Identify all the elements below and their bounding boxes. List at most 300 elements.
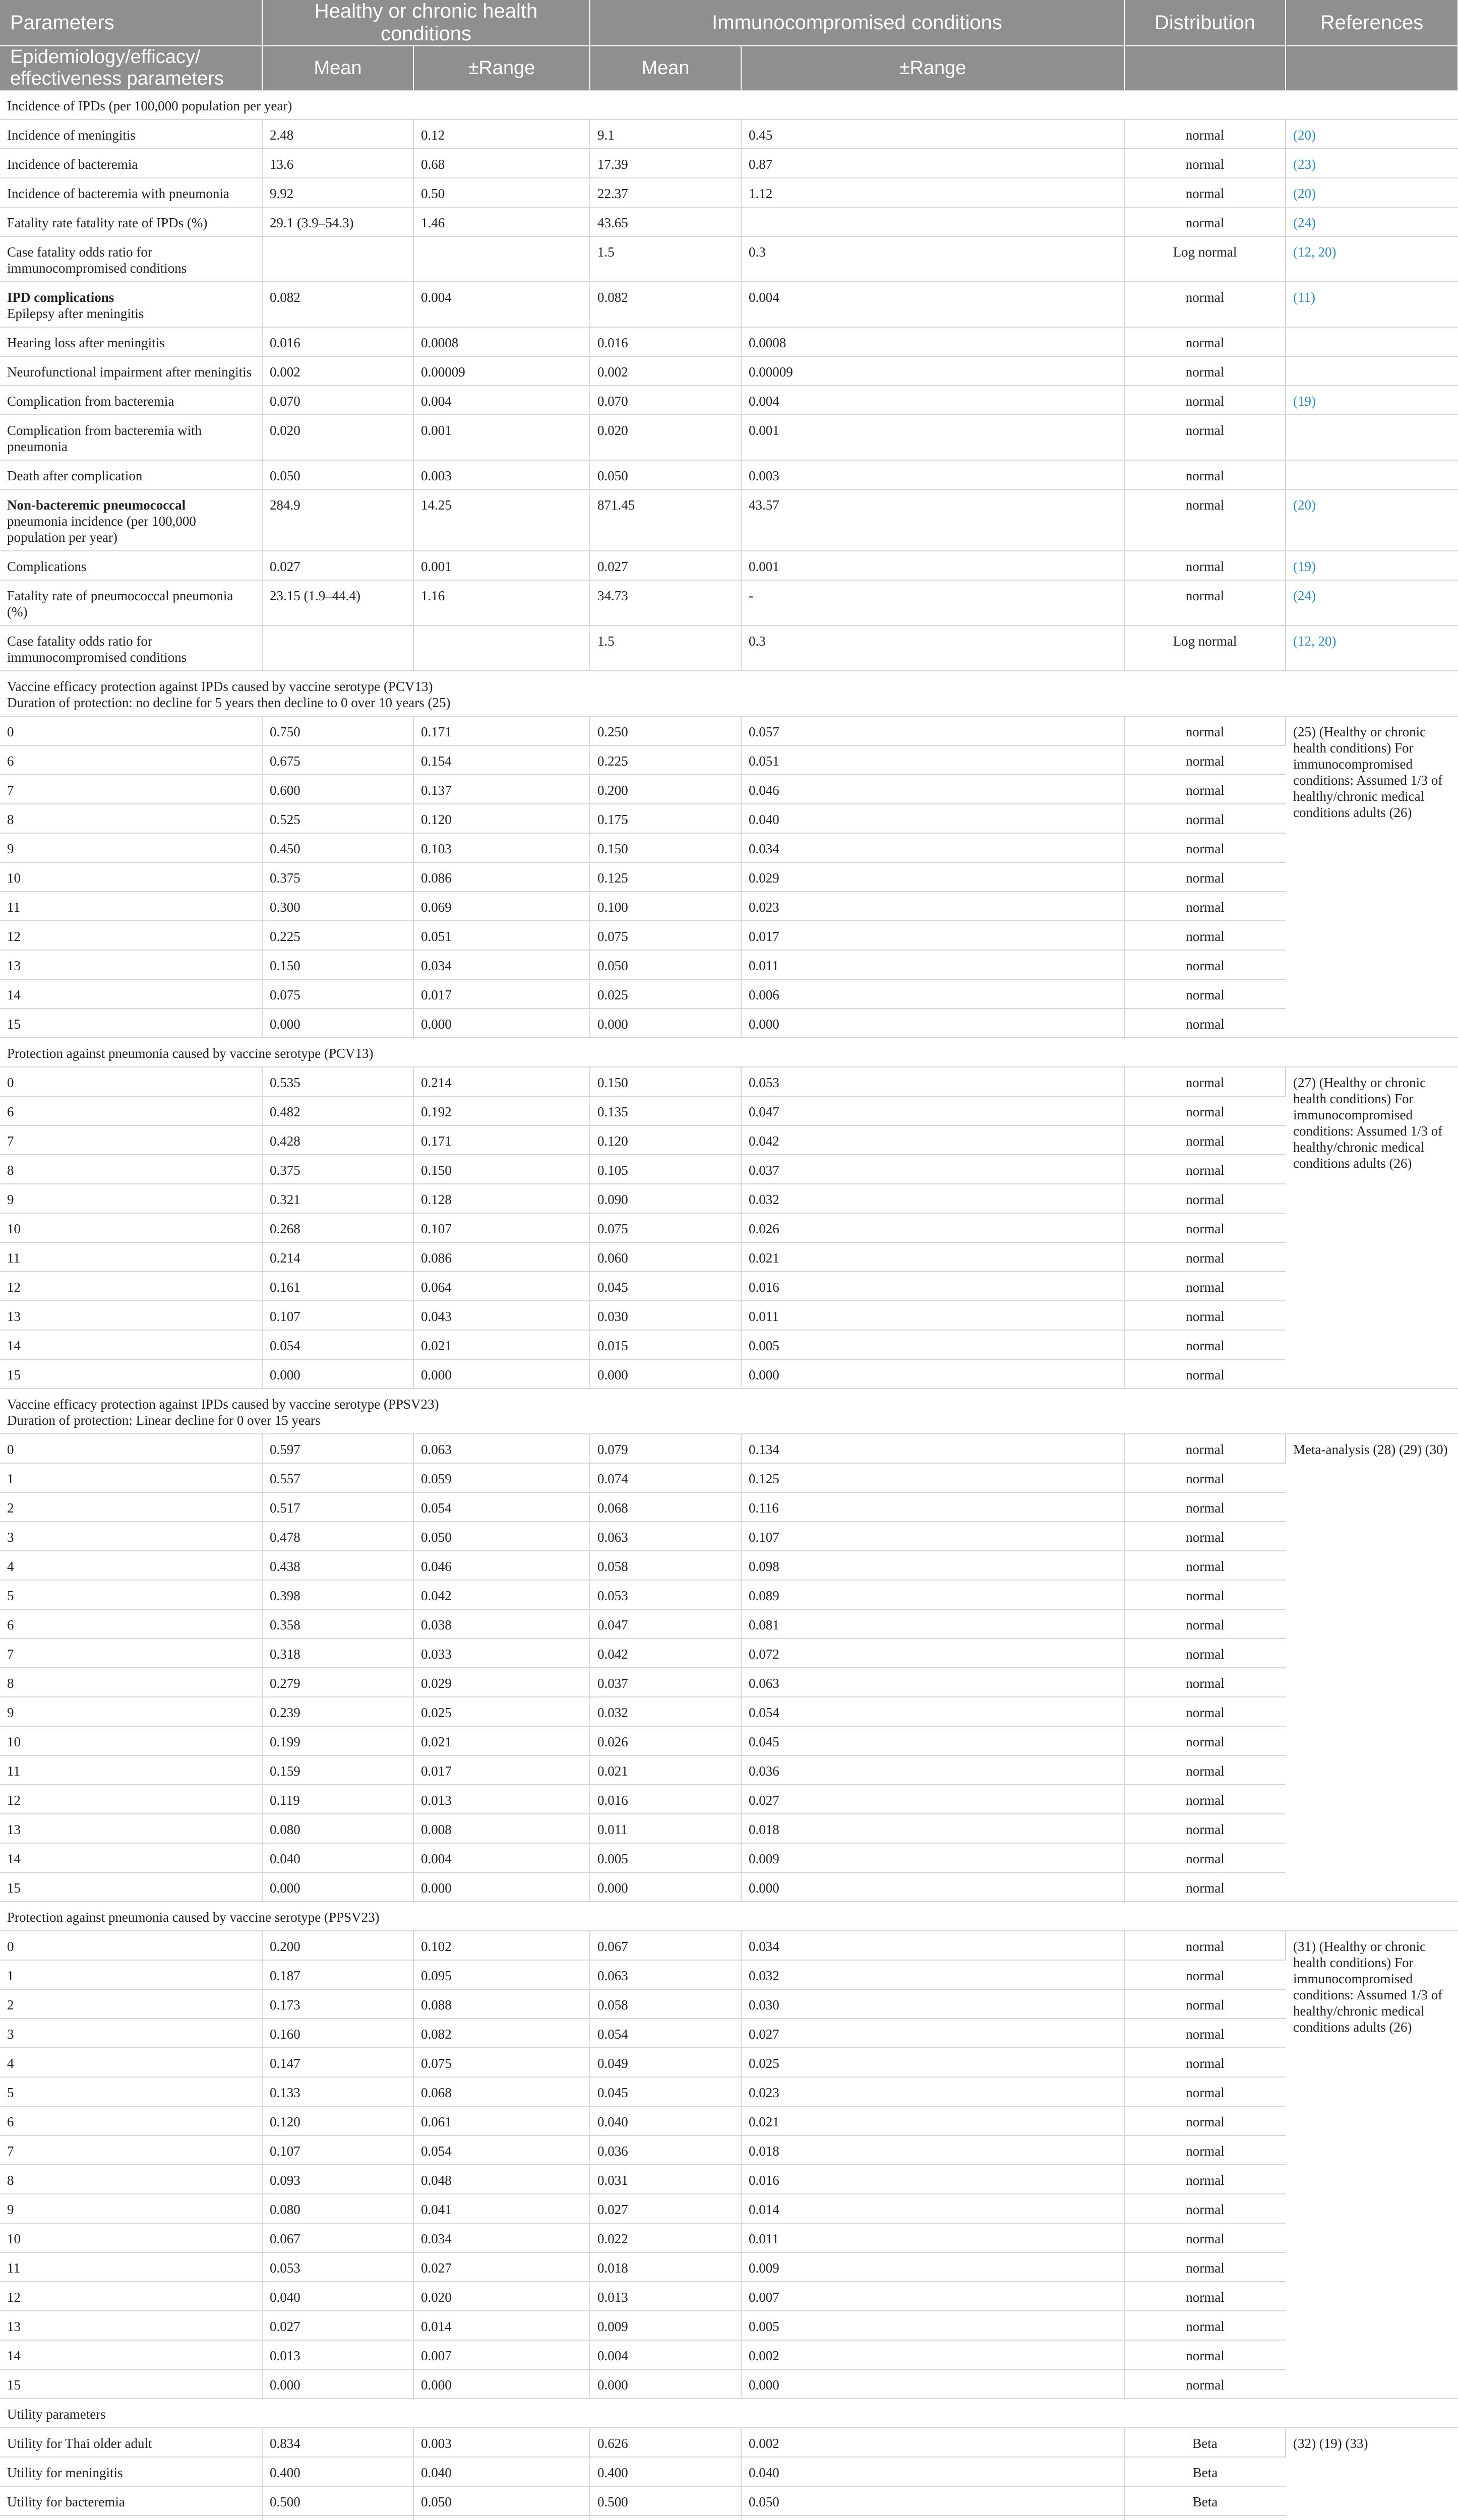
param-cell — [0, 1272, 262, 1301]
table-row — [0, 2515, 1458, 2520]
distribution: Beta — [1124, 2457, 1286, 2486]
immuno-mean: 0.135 — [590, 1096, 741, 1125]
distribution: normal — [1124, 1272, 1286, 1301]
immuno-range: 0.00009 — [741, 356, 1124, 386]
param-cell — [0, 1330, 262, 1359]
table-row — [0, 833, 1458, 862]
healthy-range: 0.054 — [413, 2135, 590, 2165]
param-label: 15 — [7, 1880, 21, 1896]
reference-text: (25) (Healthy or chronic health conditions) For immunocompromised conditions: Assumed 1/3 of healthy/chronic medical conditions adults (26) — [1293, 724, 1443, 820]
distribution: normal — [1124, 775, 1286, 804]
table-row — [0, 892, 1458, 921]
immuno-mean: 0.150 — [590, 833, 741, 862]
distribution: normal — [1124, 1843, 1286, 1872]
distribution: normal — [1124, 979, 1286, 1009]
healthy-mean: 0.173 — [262, 1989, 413, 2019]
table-row — [0, 921, 1458, 950]
immuno-range: 0.0008 — [741, 327, 1124, 356]
param-cell — [0, 207, 262, 236]
immuno-range: 0.098 — [741, 1551, 1124, 1580]
header-row-2 — [0, 46, 1458, 90]
param-cell — [0, 178, 262, 207]
reference-link[interactable]: (19) — [1293, 394, 1316, 409]
param-label: Complication from bacteremia — [7, 394, 174, 409]
section-title-text: Protection against pneumonia caused by vaccine serotype (PCV13) — [7, 1046, 374, 1061]
healthy-mean: 0.600 — [262, 775, 413, 804]
immuno-range: 0.009 — [741, 2252, 1124, 2282]
distribution: normal — [1124, 1096, 1286, 1125]
immuno-range: 0.036 — [741, 1755, 1124, 1785]
healthy-mean — [262, 236, 413, 282]
immuno-mean: 17.39 — [590, 149, 741, 178]
healthy-mean: 0.107 — [262, 2135, 413, 2165]
param-label: 12 — [7, 929, 21, 944]
healthy-range — [413, 625, 590, 671]
immuno-mean: 0.075 — [590, 1213, 741, 1242]
param-cell — [0, 2077, 262, 2106]
immuno-mean: 0.054 — [590, 2019, 741, 2048]
immuno-range: 0.032 — [741, 1184, 1124, 1213]
section-header-row — [0, 1038, 1458, 1067]
immuno-mean: 0.120 — [590, 1125, 741, 1155]
distribution: normal — [1124, 1359, 1286, 1389]
table-row — [0, 460, 1458, 489]
header-parameters: Parameters — [0, 0, 262, 46]
param-cell — [0, 745, 262, 775]
param-label: 15 — [7, 1367, 21, 1382]
table-row — [0, 1726, 1458, 1755]
reference-text: Meta-analysis (28) (29) (30) — [1293, 1442, 1448, 1457]
section-title — [0, 1038, 1458, 1067]
param-cell — [0, 2252, 262, 2282]
table-row — [0, 1359, 1458, 1389]
healthy-mean: 0.375 — [262, 862, 413, 892]
param-cell — [0, 2515, 262, 2520]
param-cell — [0, 979, 262, 1009]
healthy-range: 0.0008 — [413, 327, 590, 356]
distribution: normal — [1124, 862, 1286, 892]
immuno-mean: 0.074 — [590, 1463, 741, 1492]
healthy-mean: 2.48 — [262, 119, 413, 149]
immuno-mean: 1.5 — [590, 236, 741, 282]
healthy-range: 0.088 — [413, 1989, 590, 2019]
immuno-range: 0.007 — [741, 2282, 1124, 2311]
param-cell — [0, 1301, 262, 1330]
immuno-mean: 0.058 — [590, 1551, 741, 1580]
healthy-range: 0.004 — [413, 386, 590, 415]
reference-link[interactable]: (23) — [1293, 157, 1316, 172]
reference-link[interactable]: (20) — [1293, 128, 1316, 143]
healthy-range: 0.014 — [413, 2311, 590, 2340]
param-cell — [0, 2048, 262, 2077]
table-row — [0, 2077, 1458, 2106]
param-label: 10 — [7, 2231, 21, 2246]
healthy-range: 0.017 — [413, 1755, 590, 1785]
distribution: normal — [1124, 327, 1286, 356]
healthy-mean: 0.318 — [262, 1639, 413, 1668]
section-title — [0, 1389, 1458, 1434]
table-row — [0, 1125, 1458, 1155]
healthy-mean: 284.9 — [262, 489, 413, 551]
healthy-mean: 0.040 — [262, 1843, 413, 1872]
param-cell — [0, 2165, 262, 2194]
distribution: normal — [1124, 1125, 1286, 1155]
healthy-range: 0.075 — [413, 2048, 590, 2077]
immuno-mean: 0.005 — [590, 1843, 741, 1872]
param-label: 12 — [7, 2290, 21, 2305]
param-label: 6 — [7, 753, 14, 769]
header-range-1: ±Range — [413, 46, 590, 90]
param-label: 15 — [7, 2377, 21, 2392]
distribution: normal — [1124, 1960, 1286, 1989]
healthy-mean: 0.027 — [262, 551, 413, 580]
healthy-range: 14.25 — [413, 489, 590, 551]
table-row — [0, 950, 1458, 979]
table-row — [0, 1272, 1458, 1301]
healthy-mean: 0.050 — [262, 460, 413, 489]
table-row — [0, 2135, 1458, 2165]
table-row — [0, 178, 1458, 207]
immuno-range: 0.034 — [741, 833, 1124, 862]
header-distribution: Distribution — [1124, 0, 1286, 46]
param-label: 10 — [7, 1221, 21, 1236]
healthy-range: 0.034 — [413, 2223, 590, 2252]
immuno-range: 0.45 — [741, 119, 1124, 149]
table-row — [0, 1843, 1458, 1872]
healthy-range: 0.086 — [413, 1242, 590, 1272]
references-block — [1286, 716, 1458, 1038]
param-cell — [0, 1522, 262, 1551]
healthy-range: 0.171 — [413, 1125, 590, 1155]
table-row — [0, 1009, 1458, 1038]
param-label: 6 — [7, 2114, 14, 2129]
healthy-mean: 0.054 — [262, 1330, 413, 1359]
reference-link[interactable]: (19) — [1293, 559, 1316, 574]
immuno-range: 0.116 — [741, 1492, 1124, 1522]
immuno-mean: 22.37 — [590, 178, 741, 207]
healthy-mean: 0.002 — [262, 356, 413, 386]
healthy-range: 0.171 — [413, 716, 590, 745]
table-row — [0, 551, 1458, 580]
healthy-range: 0.050 — [413, 1522, 590, 1551]
immuno-mean: 0.200 — [590, 775, 741, 804]
table-row — [0, 327, 1458, 356]
param-sublabel: pneumonia incidence (per 100,000 population per year) — [7, 514, 196, 545]
healthy-mean: 0.834 — [262, 2428, 413, 2457]
immuno-mean: 0.050 — [590, 950, 741, 979]
healthy-mean: 0.225 — [262, 921, 413, 950]
param-label: 0 — [7, 1939, 14, 1954]
reference-cell — [1286, 625, 1458, 671]
healthy-mean: 0.053 — [262, 2252, 413, 2282]
reference-text: (27) (Healthy or chronic health conditions) For immunocompromised conditions: Assumed 1/3 of healthy/chronic medical conditions adults (26) — [1293, 1075, 1443, 1171]
healthy-mean: 0.535 — [262, 1067, 413, 1096]
healthy-mean: 0.027 — [262, 2311, 413, 2340]
immuno-range: 0.021 — [741, 2106, 1124, 2135]
immuno-mean: 0.016 — [590, 327, 741, 356]
param-cell — [0, 2340, 262, 2369]
healthy-range: 0.042 — [413, 1580, 590, 1609]
healthy-range: 0.063 — [413, 1434, 590, 1463]
immuno-range: 0.025 — [741, 2048, 1124, 2077]
healthy-mean: 0.150 — [262, 950, 413, 979]
table-row — [0, 1492, 1458, 1522]
table-row — [0, 415, 1458, 460]
healthy-mean — [262, 625, 413, 671]
reference-cell — [1286, 282, 1458, 327]
immuno-range: 0.017 — [741, 921, 1124, 950]
immuno-range: 0.3 — [741, 625, 1124, 671]
reference-link[interactable]: (24) — [1293, 588, 1316, 603]
references-block — [1286, 1931, 1458, 2399]
immuno-mean: 0.175 — [590, 804, 741, 833]
reference-link[interactable]: (12, 20) — [1293, 634, 1336, 649]
param-cell — [0, 2019, 262, 2048]
distribution: normal — [1124, 2077, 1286, 2106]
immuno-mean: 0.068 — [590, 1492, 741, 1522]
param-sublabel: Epilepsy after meningitis — [7, 306, 144, 321]
table-row — [0, 2106, 1458, 2135]
param-label: 13 — [7, 2319, 21, 2334]
immuno-range: - — [741, 580, 1124, 625]
param-cell — [0, 1184, 262, 1213]
healthy-range: 0.12 — [413, 119, 590, 149]
param-cell — [0, 862, 262, 892]
immuno-range: 0.040 — [741, 804, 1124, 833]
healthy-mean: 0.187 — [262, 1960, 413, 1989]
table-row — [0, 2428, 1458, 2457]
reference-cell — [1286, 580, 1458, 625]
param-cell — [0, 2428, 262, 2457]
immuno-range: 0.023 — [741, 2077, 1124, 2106]
table-row — [0, 1755, 1458, 1785]
param-label: Non-bacteremic pneumococcal — [7, 497, 186, 513]
healthy-range: 0.068 — [413, 2077, 590, 2106]
distribution: normal — [1124, 1931, 1286, 1960]
reference-cell — [1286, 327, 1458, 356]
healthy-mean: 0.160 — [262, 2019, 413, 2048]
param-label: Incidence of meningitis — [7, 128, 136, 143]
distribution: Log normal — [1124, 236, 1286, 282]
distribution: normal — [1124, 2048, 1286, 2077]
immuno-range: 0.053 — [741, 1067, 1124, 1096]
immuno-mean: 0.027 — [590, 2194, 741, 2223]
immuno-range: 0.107 — [741, 1522, 1124, 1551]
param-label: 10 — [7, 870, 21, 886]
healthy-mean: 9.92 — [262, 178, 413, 207]
immuno-range: 0.3 — [741, 236, 1124, 282]
immuno-range: 0.040 — [741, 2457, 1124, 2486]
distribution: normal — [1124, 2165, 1286, 2194]
reference-link[interactable]: (12, 20) — [1293, 244, 1336, 260]
distribution: normal — [1124, 804, 1286, 833]
healthy-range: 0.004 — [413, 282, 590, 327]
distribution: normal — [1124, 1697, 1286, 1726]
distribution: normal — [1124, 580, 1286, 625]
healthy-mean: 0.107 — [262, 1301, 413, 1330]
healthy-mean: 0.020 — [262, 415, 413, 460]
section-header-row — [0, 90, 1458, 119]
distribution: normal — [1124, 1580, 1286, 1609]
reference-link[interactable]: (11) — [1293, 290, 1315, 305]
healthy-mean: 0.082 — [262, 282, 413, 327]
reference-link[interactable]: (20) — [1293, 186, 1316, 201]
table-row — [0, 716, 1458, 745]
healthy-mean: 0.200 — [262, 1931, 413, 1960]
healthy-range — [413, 236, 590, 282]
distribution: normal — [1124, 2194, 1286, 2223]
param-label: 5 — [7, 2085, 14, 2100]
distribution: normal — [1124, 1551, 1286, 1580]
header-epi: Epidemiology/efficacy/ effectiveness parameters — [0, 46, 262, 90]
immuno-mean: 0.036 — [590, 2135, 741, 2165]
distribution: normal — [1124, 2019, 1286, 2048]
immuno-mean: 0.025 — [590, 979, 741, 1009]
immuno-mean: 0.022 — [590, 2223, 741, 2252]
param-label: Utility for bacteremia — [7, 2494, 125, 2509]
param-label: 8 — [7, 1676, 14, 1691]
reference-link[interactable]: (20) — [1293, 497, 1316, 513]
immuno-mean: 0.013 — [590, 2282, 741, 2311]
param-label: 8 — [7, 1163, 14, 1178]
healthy-mean: 0.199 — [262, 1726, 413, 1755]
param-label: 5 — [7, 1588, 14, 1603]
healthy-mean: 0.080 — [262, 1814, 413, 1843]
table-row — [0, 2311, 1458, 2340]
reference-cell — [1286, 386, 1458, 415]
immuno-mean: 0.016 — [590, 1785, 741, 1814]
healthy-range: 0.054 — [413, 1492, 590, 1522]
healthy-range: 0.021 — [413, 1330, 590, 1359]
table-row — [0, 2165, 1458, 2194]
immuno-range: 0.004 — [741, 386, 1124, 415]
distribution: normal — [1124, 1814, 1286, 1843]
param-cell — [0, 892, 262, 921]
reference-text: (32) (19) (33) — [1293, 2436, 1368, 2451]
param-cell — [0, 2457, 262, 2486]
section-title — [0, 671, 1458, 716]
param-cell — [0, 1213, 262, 1242]
healthy-mean: 0.428 — [262, 1125, 413, 1155]
healthy-mean: 0.500 — [262, 2486, 413, 2515]
header-empty-1 — [1124, 46, 1286, 90]
healthy-mean — [262, 2515, 413, 2520]
table-row — [0, 2486, 1458, 2515]
param-label: Incidence of bacteremia with pneumonia — [7, 186, 229, 201]
healthy-range: 0.214 — [413, 1067, 590, 1096]
param-label: 6 — [7, 1617, 14, 1632]
param-cell — [0, 1785, 262, 1814]
distribution: normal — [1124, 1755, 1286, 1785]
section-header-row — [0, 671, 1458, 716]
distribution: normal — [1124, 950, 1286, 979]
param-label: 1 — [7, 1471, 14, 1486]
healthy-range: 0.051 — [413, 921, 590, 950]
immuno-mean: 0.105 — [590, 1155, 741, 1184]
param-label: Neurofunctional impairment after meningitis — [7, 364, 252, 380]
distribution: normal — [1124, 1522, 1286, 1551]
immuno-mean: 34.73 — [590, 580, 741, 625]
distribution: normal — [1124, 356, 1286, 386]
table-row — [0, 2340, 1458, 2369]
immuno-range: 0.063 — [741, 1668, 1124, 1697]
table-row — [0, 1960, 1458, 1989]
table-row — [0, 1213, 1458, 1242]
healthy-range: 0.103 — [413, 833, 590, 862]
table-row — [0, 119, 1458, 149]
param-cell — [0, 327, 262, 356]
immuno-mean: 0.002 — [590, 356, 741, 386]
param-label: 2 — [7, 1500, 14, 1516]
param-cell — [0, 282, 262, 327]
table-row — [0, 1989, 1458, 2019]
healthy-mean: 0.120 — [262, 2106, 413, 2135]
immuno-range: 0.005 — [741, 1330, 1124, 1359]
immuno-mean: 0.225 — [590, 745, 741, 775]
healthy-range: 0.004 — [413, 1843, 590, 1872]
immuno-mean: 0.009 — [590, 2311, 741, 2340]
param-label: 7 — [7, 1647, 14, 1662]
immuno-range: 0.081 — [741, 1609, 1124, 1639]
table-row — [0, 1580, 1458, 1609]
immuno-mean: 0.400 — [590, 2457, 741, 2486]
immuno-range: 0.001 — [741, 415, 1124, 460]
param-label: 13 — [7, 1822, 21, 1837]
immuno-mean: 0.047 — [590, 1609, 741, 1639]
healthy-mean: 0.040 — [262, 2282, 413, 2311]
reference-link[interactable]: (24) — [1293, 215, 1316, 230]
immuno-range: 0.002 — [741, 2340, 1124, 2369]
immuno-mean: 0.027 — [590, 551, 741, 580]
table-row — [0, 386, 1458, 415]
healthy-mean: 0.016 — [262, 327, 413, 356]
healthy-range: 0.040 — [413, 2457, 590, 2486]
distribution: normal — [1124, 1434, 1286, 1463]
param-cell — [0, 1096, 262, 1125]
table-row — [0, 1301, 1458, 1330]
healthy-mean: 0.075 — [262, 979, 413, 1009]
distribution: normal — [1124, 282, 1286, 327]
healthy-mean: 0.161 — [262, 1272, 413, 1301]
table-row — [0, 1522, 1458, 1551]
reference-cell — [1286, 489, 1458, 551]
distribution: normal — [1124, 551, 1286, 580]
param-label: 3 — [7, 2027, 14, 2042]
param-label: 11 — [7, 1250, 20, 1266]
immuno-range: 0.002 — [741, 2428, 1124, 2457]
distribution: normal — [1124, 2106, 1286, 2135]
param-cell — [0, 489, 262, 551]
immuno-mean: 0.060 — [590, 1242, 741, 1272]
table-row — [0, 282, 1458, 327]
healthy-range: 0.046 — [413, 1551, 590, 1580]
healthy-mean: 0.159 — [262, 1755, 413, 1785]
immuno-range: 0.050 — [741, 2486, 1124, 2515]
immuno-range: 0.051 — [741, 745, 1124, 775]
immuno-mean: 0.004 — [590, 2340, 741, 2369]
reference-cell — [1286, 178, 1458, 207]
healthy-range: 0.120 — [413, 804, 590, 833]
immuno-range: 0.005 — [741, 2311, 1124, 2340]
table-row — [0, 1814, 1458, 1843]
table-row — [0, 862, 1458, 892]
healthy-mean: 13.6 — [262, 149, 413, 178]
healthy-range: 0.68 — [413, 149, 590, 178]
param-cell — [0, 1580, 262, 1609]
immuno-mean: 0.082 — [590, 282, 741, 327]
section-subtitle: Duration of protection: Linear decline for 0 over 15 years — [7, 1413, 321, 1428]
param-label: 7 — [7, 2144, 14, 2159]
